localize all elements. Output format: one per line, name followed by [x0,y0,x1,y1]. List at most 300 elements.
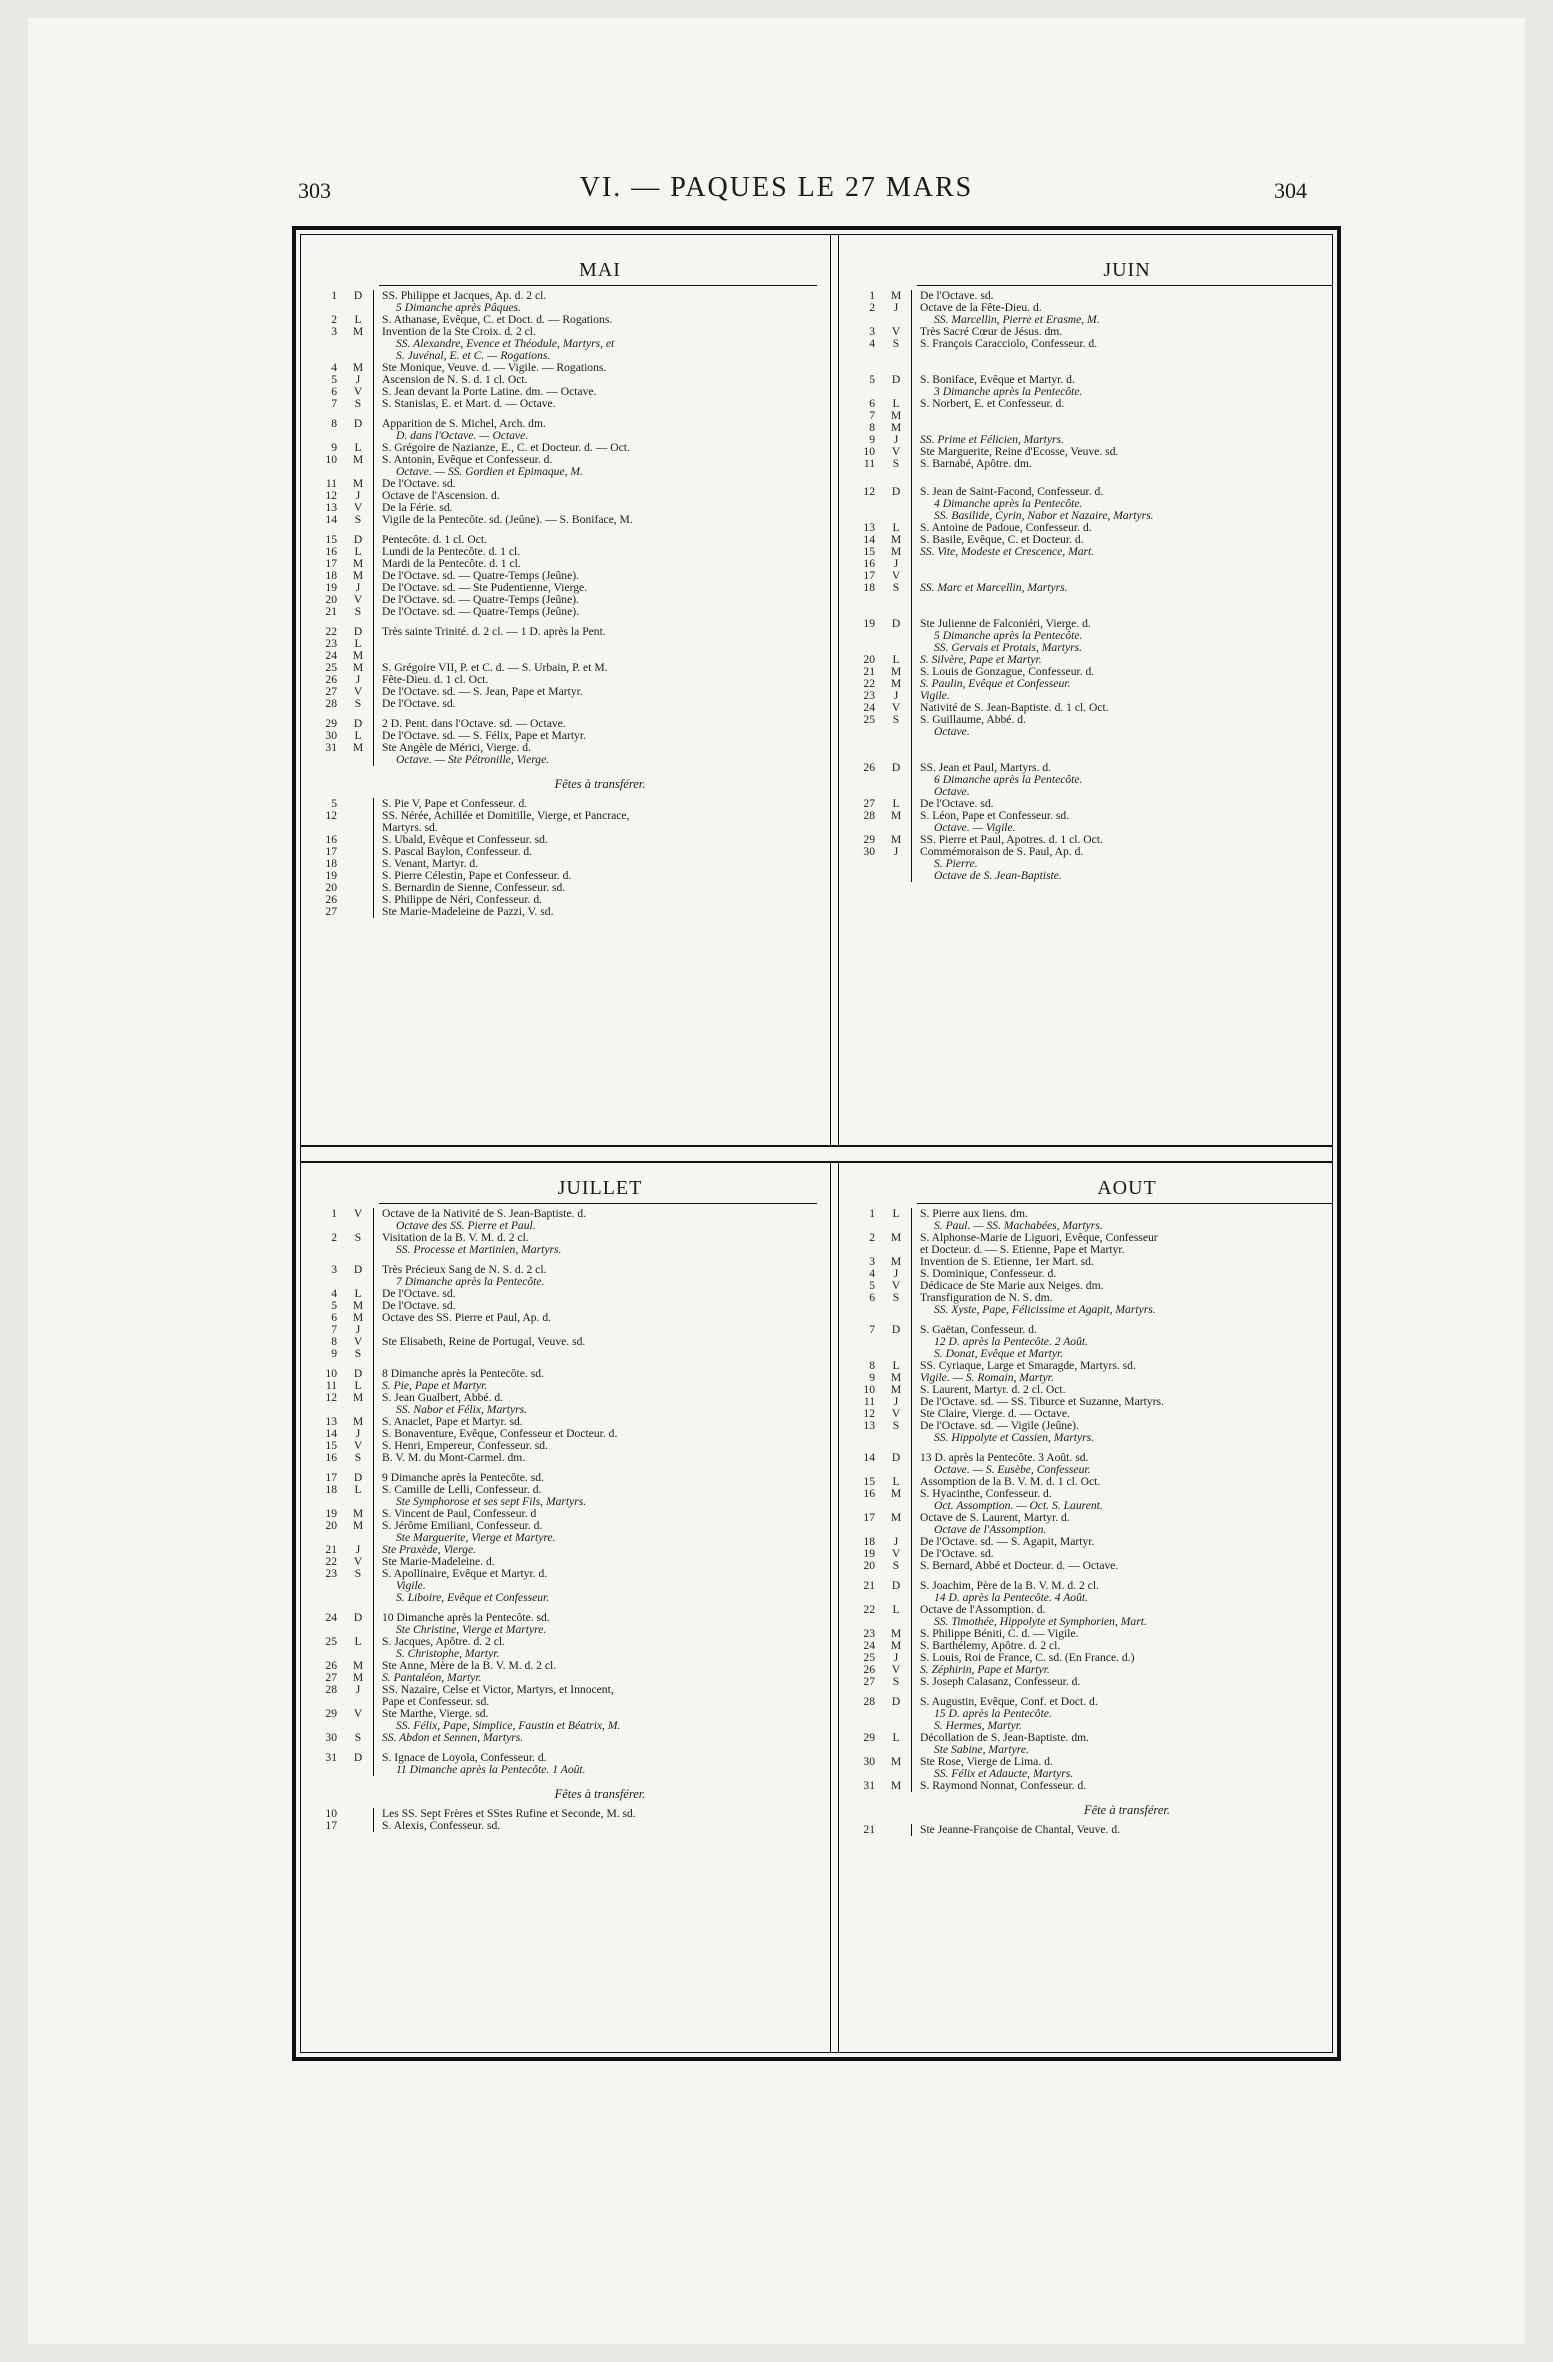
day-number: 12 [325,1391,337,1404]
calendar-row [303,1568,817,1580]
calendar-row [841,446,1333,458]
weekday-letter: S [354,1567,362,1580]
calendar-row [841,1768,1333,1780]
day-number: 9 [331,441,337,454]
calendar-row [841,1708,1333,1720]
feast-text: De l'Octave. sd. [373,698,817,710]
weekday-letter: V [353,501,363,514]
calendar-row [303,582,817,594]
day-number [841,754,881,762]
day-number: 20 [863,653,875,666]
month-aout [841,1173,1339,2053]
day-number: 27 [325,1671,337,1684]
day-number [303,302,343,314]
row-spacer [911,1572,1333,1580]
feast-text: S. Louis de Gonzague, Confesseur. d. [911,666,1333,678]
calendar-row [841,366,1333,374]
juillet-rows [303,1208,817,1776]
calendar-row [841,702,1333,714]
weekday-letter [881,1304,911,1316]
feast-text: Invention de S. Etienne, 1er Mart. sd. [911,1256,1333,1268]
weekday-letter: S [354,397,362,410]
calendar-row [303,410,817,418]
feast-text [373,1348,817,1360]
feast-text: S. Augustin, Evêque, Conf. et Doct. d. [911,1696,1333,1708]
feast-text: De l'Octave. sd. — Quatre-Temps (Jeûne). [373,606,817,618]
day-number [303,1624,343,1636]
feast-text: S. Raymond Nonnat, Confesseur. d. [911,1780,1333,1792]
calendar-row [303,1636,817,1648]
feast-text: S. Venant, Martyr. d. [373,858,817,870]
calendar-row [841,1616,1333,1628]
day-number: 6 [869,1291,875,1304]
day-number: 18 [863,581,875,594]
feast-text: Vigile de la Pentecôte. sd. (Jeûne). — S. Boniface, M. [373,514,817,526]
calendar-row [841,774,1333,786]
calendar-row [303,418,817,430]
day-number: 25 [325,1635,337,1648]
day-number: 19 [325,869,337,882]
feast-text: S. Pie V, Pape et Confesseur. d. [373,798,817,810]
feast-text [911,410,1333,422]
day-number [303,822,343,834]
weekday-letter: L [354,441,362,454]
weekday-letter: J [355,1323,361,1336]
calendar-row [303,490,817,502]
weekday-letter [343,894,373,906]
calendar-row [841,350,1333,358]
calendar-row [841,1360,1333,1372]
mai-transfer-rows [303,798,817,918]
calendar-row [303,1380,817,1392]
feast-text [911,422,1333,434]
calendar-row [841,1580,1333,1592]
calendar-row [303,822,817,834]
feast-text: S. Philippe Béniti, C. d. — Vigile. [911,1628,1333,1640]
feast-text: Octave de l'Ascension. d. [373,490,817,502]
feast-text: Très sainte Trinité. d. 2 cl. — 1 D. après la Pent. [373,626,817,638]
calendar-row [841,1408,1333,1420]
calendar-row [303,1744,817,1752]
weekday-letter: M [890,533,902,546]
day-number: 13 [325,1415,337,1428]
feast-text: 11 Dimanche après la Pentecôte. 1 Août. [373,1764,817,1776]
day-number [841,358,881,366]
calendar-row [841,1280,1333,1292]
calendar-row [303,1496,817,1508]
weekday-letter: M [890,1383,902,1396]
weekday-letter: L [892,1359,900,1372]
feast-text: S. Jacques, Apôtre. d. 2 cl. [373,1636,817,1648]
calendar-row [303,1404,817,1416]
page-number-left: 303 [298,178,331,203]
feast-text [373,1324,817,1336]
calendar-row [841,1244,1333,1256]
feast-text: Oct. Assomption. — Oct. S. Laurent. [911,1500,1333,1512]
calendar-row [841,470,1333,478]
month-mai [303,255,823,1137]
feast-text: SS. Marcellin, Pierre et Erasme, M. [911,314,1333,326]
row-spacer [911,1444,1333,1452]
calendar-row [303,1544,817,1556]
weekday-letter: L [354,313,362,326]
weekday-letter: L [354,1379,362,1392]
day-number: 26 [863,761,875,774]
weekday-letter: M [890,1487,902,1500]
feast-text: Ste Marguerite, Reine d'Ecosse, Veuve. sd. [911,446,1333,458]
month-rule [917,285,1333,286]
weekday-letter [881,498,911,510]
day-number: 15 [325,1439,337,1452]
calendar-row [841,1432,1333,1444]
day-number: 2 [869,1231,875,1244]
calendar-row [841,610,1333,618]
day-number: 8 [869,421,875,434]
weekday-letter: M [352,1311,364,1324]
calendar-row [303,1720,817,1732]
calendar-row [303,1464,817,1472]
calendar-row [841,822,1333,834]
weekday-letter: M [352,325,364,338]
weekday-letter: D [353,417,363,430]
calendar-row [303,526,817,534]
calendar-row [841,834,1333,846]
calendar-row [841,1304,1333,1316]
day-number [841,350,881,358]
day-number [841,726,881,738]
weekday-letter [881,350,911,358]
calendar-row [303,626,817,638]
weekday-letter [343,754,373,766]
day-number [841,774,881,786]
day-number [841,610,881,618]
weekday-letter: V [891,1547,901,1560]
weekday-letter: V [891,1407,901,1420]
page-title: VI. — PAQUES LE 27 MARS [579,172,974,203]
weekday-letter: V [353,1439,363,1452]
calendar-row [841,1732,1333,1744]
row-spacer [911,358,1333,366]
day-number [841,1592,881,1604]
weekday-letter [343,906,373,918]
feast-text: Octave. — Ste Pétronille, Vierge. [373,754,817,766]
weekday-letter: D [353,1751,363,1764]
feast-text: SS. Nabor et Félix, Martyrs. [373,1404,817,1416]
calendar-row [303,1752,817,1764]
day-number [841,602,881,610]
calendar-row [841,594,1333,602]
day-number: 21 [325,1543,337,1556]
weekday-letter [343,1808,373,1820]
calendar-row [303,362,817,374]
day-number: 28 [863,1695,875,1708]
day-number [841,822,881,834]
day-number: 26 [325,673,337,686]
day-number [841,1316,881,1324]
weekday-letter: V [353,1555,363,1568]
day-number: 7 [869,1323,875,1336]
day-number: 18 [325,569,337,582]
weekday-letter: L [892,1731,900,1744]
feast-text: S. Joachim, Père de la B. V. M. d. 2 cl. [911,1580,1333,1592]
day-number: 24 [325,649,337,662]
weekday-letter: S [892,581,900,594]
calendar-row [303,846,817,858]
day-number: 21 [325,605,337,618]
feast-text: B. V. M. du Mont-Carmel. dm. [373,1452,817,1464]
calendar-row [841,1512,1333,1524]
feast-text: De la Férie. sd. [373,502,817,514]
day-number: 20 [863,1559,875,1572]
calendar-row [841,570,1333,582]
weekday-letter [343,870,373,882]
day-number [841,1720,881,1732]
weekday-letter: M [890,1255,902,1268]
weekday-letter: S [354,1451,362,1464]
day-number [303,1720,343,1732]
calendar-row [841,510,1333,522]
feast-text: De l'Octave. sd. — SS. Tiburce et Suzanne, Martyrs. [911,1396,1333,1408]
day-number: 11 [325,1379,337,1392]
day-number [303,1604,343,1612]
day-number [841,1708,881,1720]
weekday-letter: V [891,1663,901,1676]
juillet-transfer-rows [303,1808,817,1832]
day-number: 12 [325,489,337,502]
calendar-row [303,1592,817,1604]
day-number [841,1768,881,1780]
weekday-letter: L [354,637,362,650]
day-number: 13 [863,1419,875,1432]
feast-text: S. Zéphirin, Pape et Martyr. [911,1664,1333,1676]
day-number: 19 [863,1547,875,1560]
calendar-row [841,810,1333,822]
weekday-letter: J [893,1267,899,1280]
day-number [841,366,881,374]
day-number: 29 [325,1707,337,1720]
calendar-row [841,338,1333,350]
weekday-letter: M [352,741,364,754]
weekday-letter: M [352,1659,364,1672]
row-spacer [373,1744,817,1752]
page-header [0,172,1553,212]
weekday-letter: J [355,373,361,386]
row-spacer [911,610,1333,618]
month-rule [917,1203,1333,1204]
calendar-row [841,1256,1333,1268]
page-number-right: 304 [1274,178,1307,203]
day-number: 31 [325,741,337,754]
weekday-letter: S [892,1291,900,1304]
feast-text: Octave de la Nativité de S. Jean-Baptiste. d. [373,1208,817,1220]
day-number [303,1532,343,1544]
calendar-row [841,1688,1333,1696]
feast-text: Ste Marthe, Vierge. sd. [373,1708,817,1720]
feast-text: S. Laurent, Martyr. d. 2 cl. Oct. [911,1384,1333,1396]
day-number: 5 [331,373,337,386]
feast-text: 3 Dimanche après la Pentecôte. [911,386,1333,398]
day-number: 5 [869,373,875,386]
row-spacer [911,1316,1333,1324]
day-number [303,1404,343,1416]
calendar-row [841,486,1333,498]
day-number: 17 [863,569,875,582]
calendar-row [841,1316,1333,1324]
calendar-row [303,742,817,754]
weekday-letter: M [352,477,364,490]
weekday-letter: J [893,433,899,446]
weekday-letter: M [352,361,364,374]
calendar-row [841,1452,1333,1464]
calendar-row [303,326,817,338]
day-number: 21 [863,1823,875,1836]
feast-text: Ste Marguerite, Vierge et Martyre. [373,1532,817,1544]
calendar-row [303,570,817,582]
feast-text: 4 Dimanche après la Pentecôte. [911,498,1333,510]
day-number: 5 [331,797,337,810]
weekday-letter: L [892,797,900,810]
weekday-letter: J [893,845,899,858]
calendar-row [303,1324,817,1336]
weekday-letter: V [353,1335,363,1348]
day-number: 27 [325,905,337,918]
day-number: 27 [863,1675,875,1688]
day-number: 6 [869,397,875,410]
feast-text: S. Camille de Lelli, Confesseur. d. [373,1484,817,1496]
calendar-row [303,1684,817,1696]
feast-text: SS. Marc et Marcellin, Martyrs. [911,582,1333,594]
weekday-letter [881,358,911,366]
day-number [841,470,881,478]
weekday-letter: S [892,1559,900,1572]
calendar-row [303,858,817,870]
calendar-row [303,834,817,846]
weekday-letter [881,738,911,746]
day-number: 22 [325,625,337,638]
calendar-row [303,1708,817,1720]
calendar-row [841,410,1333,422]
calendar-row [841,1444,1333,1452]
calendar-row [303,1624,817,1636]
row-spacer [911,366,1333,374]
calendar-row [303,338,817,350]
weekday-letter [343,1580,373,1592]
weekday-letter: M [890,1779,902,1792]
weekday-letter: L [892,397,900,410]
day-number [841,858,881,870]
feast-text: S. Pantaléon, Martyr. [373,1672,817,1684]
feast-text: Ste Angèle de Mérici, Vierge. d. [373,742,817,754]
day-number [841,1304,881,1316]
calendar-row [841,302,1333,314]
calendar-row [303,1300,817,1312]
day-number: 25 [863,1651,875,1664]
calendar-row [303,870,817,882]
weekday-letter: D [891,485,901,498]
row-spacer [911,350,1333,358]
calendar-row [841,422,1333,434]
month-juillet [303,1173,823,2053]
day-number [303,1580,343,1592]
calendar-row [303,618,817,626]
feast-text: S. Bernardin de Sienne, Confesseur. sd. [373,882,817,894]
calendar-row [841,522,1333,534]
day-number [841,1244,881,1256]
calendar-row [303,1472,817,1484]
calendar-row [841,642,1333,654]
feast-text: Ste Monique, Veuve. d. — Vigile. — Rogations. [373,362,817,374]
calendar-row [303,374,817,386]
calendar-row [303,466,817,478]
feast-text [373,650,817,662]
day-number: 25 [325,661,337,674]
day-number: 15 [863,1475,875,1488]
day-number [841,1432,881,1444]
calendar-row [303,442,817,454]
day-number: 15 [325,533,337,546]
weekday-letter: M [890,1371,902,1384]
feast-text: Ste Rose, Vierge de Lima. d. [911,1756,1333,1768]
weekday-letter: J [893,1395,899,1408]
calendar-row [303,1532,817,1544]
weekday-letter [881,870,911,882]
feast-text: Ste Jeanne-Françoise de Chantal, Veuve. d. [911,1824,1333,1836]
feast-text: Les SS. Sept Frères et SStes Rufine et Seconde, M. sd. [373,1808,817,1820]
feast-text: S. Philippe de Néri, Confesseur. d. [373,894,817,906]
day-number [841,478,881,486]
calendar-row [303,1520,817,1532]
calendar-row [841,1348,1333,1360]
feast-text: S. Alphonse-Marie de Liguori, Evêque, Confesseur [911,1232,1333,1244]
feast-text: S. Bernard, Abbé et Docteur. d. — Octave. [911,1560,1333,1572]
day-number: 24 [325,1611,337,1624]
calendar-row [303,1276,817,1288]
feast-text: S. Norbert, E. et Confesseur. d. [911,398,1333,410]
feast-text: S. Pierre Célestin, Pape et Confesseur. d. [373,870,817,882]
day-number [841,1744,881,1756]
calendar-row [303,1256,817,1264]
calendar-row [841,870,1333,882]
calendar-row [303,730,817,742]
weekday-letter: S [892,1675,900,1688]
day-number: 23 [863,1627,875,1640]
feast-text: Octave des SS. Pierre et Paul. [373,1220,817,1232]
feast-text: Ste Claire, Vierge. d. — Octave. [911,1408,1333,1420]
weekday-letter [881,1336,911,1348]
weekday-letter: J [355,489,361,502]
feast-text: De l'Octave. sd. [373,1300,817,1312]
calendar-row [303,1416,817,1428]
day-number: 20 [325,1519,337,1532]
juin-rows [841,290,1333,882]
feast-text: De l'Octave. sd. — S. Félix, Pape et Martyr. [373,730,817,742]
feast-text: Octave. [911,786,1333,798]
feast-text: Commémoraison de S. Paul, Ap. d. [911,846,1333,858]
day-number [841,786,881,798]
feast-text: S. Léon, Pape et Confesseur. sd. [911,810,1333,822]
day-number: 17 [325,1819,337,1832]
feast-text: SS. Prime et Félicien, Martyrs. [911,434,1333,446]
transfer-title-mai: Fêtes à transférer. [554,777,646,791]
row-spacer [911,470,1333,478]
weekday-letter: M [890,665,902,678]
day-number: 4 [331,361,337,374]
day-number [841,314,881,326]
weekday-letter: L [354,1483,362,1496]
weekday-letter: L [892,1475,900,1488]
day-number: 3 [331,325,337,338]
weekday-letter: M [890,677,902,690]
